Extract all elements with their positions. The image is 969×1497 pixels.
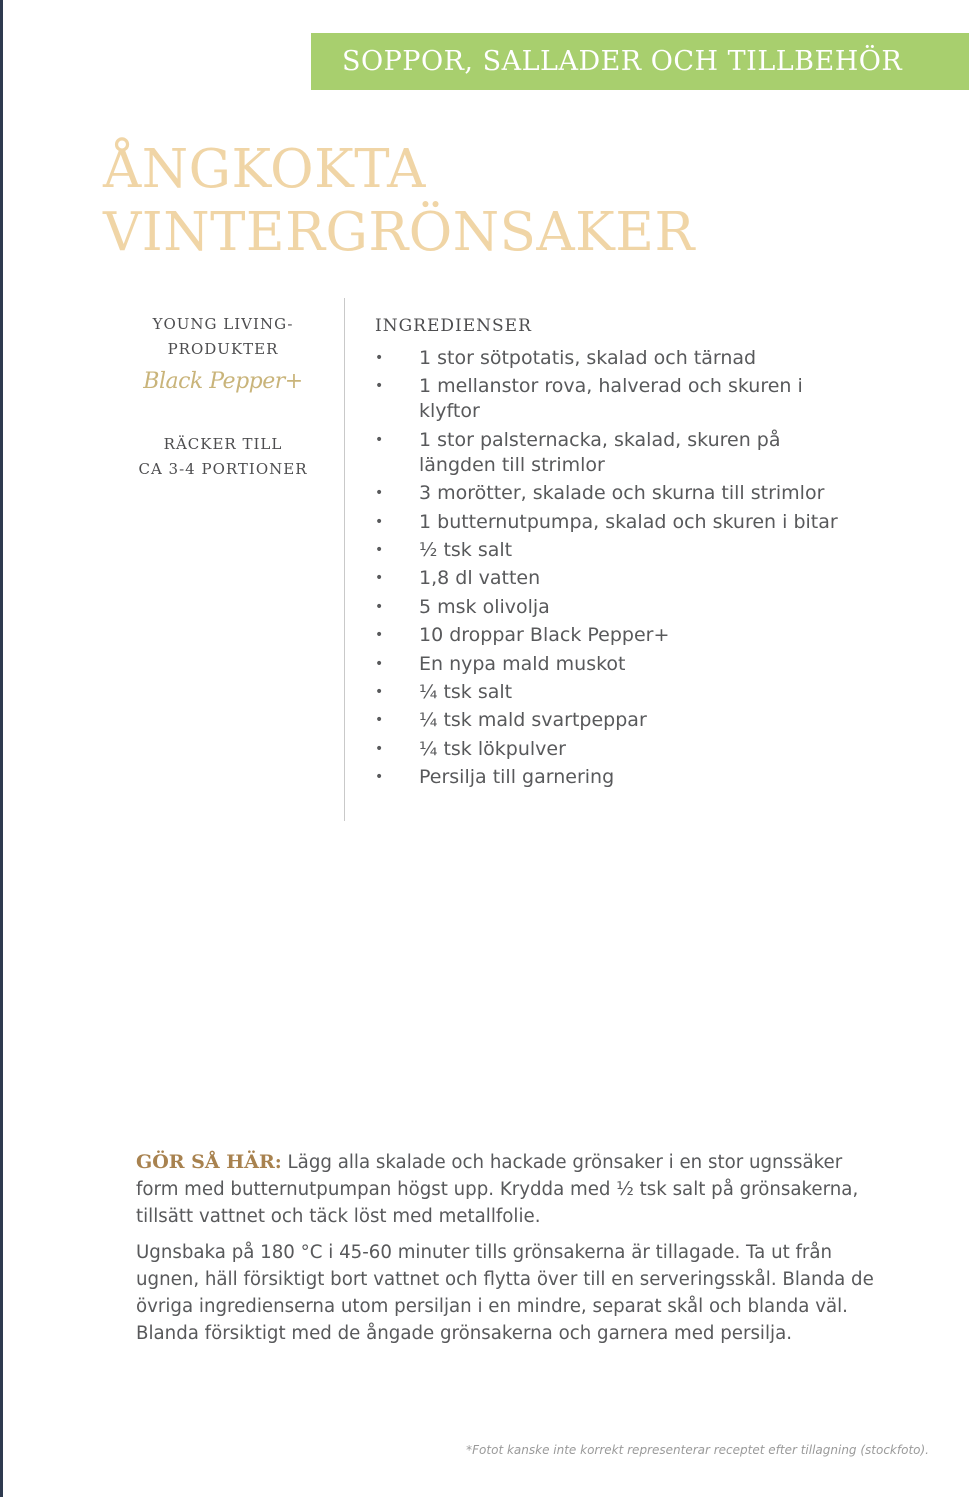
method-paragraph-2: Ugnsbaka på 180 °C i 45-60 minuter tills grönsakerna är tillagade. Ta ut från ugnen, häll försiktigt bort vattnet och flytta över till en serveringsskål. Blanda de övriga ingredienserna utom persiljan i en mindre, separat skål och blanda väl. Blanda försiktigt med de ångade grönsakerna och garnera med persilja.	[136, 1242, 874, 1344]
bullet-icon: •	[375, 485, 384, 502]
ingredient-text: 1 butternutpumpa, skalad och skuren i bitar	[419, 510, 838, 533]
bullet-icon: •	[375, 740, 384, 757]
servings-line2: CA 3-4 PORTIONER	[138, 460, 308, 478]
ingredient-item	[375, 652, 855, 677]
ingredient-item	[375, 538, 855, 563]
ingredient-text: En nypa mald muskot	[419, 652, 626, 675]
bullet-icon: •	[375, 350, 384, 366]
ingredient-text: 1 mellanstor rova, halverad och skuren i klyftor	[419, 375, 803, 423]
photo-footnote: *Fotot kanske inte korrekt representerar receptet efter tillagning (stockfoto).	[466, 1443, 929, 1457]
method-paragraph-1-text: Lägg alla skalade och hackade grönsaker i en stor ugnssäker form med butternutpumpan högst upp. Krydda med ½ tsk salt på grönsakerna, tillsätt vattnet och täck löst med metallfolie.	[136, 1152, 859, 1227]
ingredients-list	[375, 346, 855, 793]
bullet-icon: •	[375, 541, 384, 558]
page-left-edge	[0, 0, 3, 1497]
bullet-icon: •	[375, 655, 384, 672]
ingredient-item	[375, 680, 855, 705]
ingredient-item	[375, 765, 855, 790]
bullet-icon: •	[375, 712, 384, 729]
bullet-icon: •	[375, 378, 384, 395]
recipe-title	[103, 138, 695, 264]
products-heading-line2: PRODUKTER	[167, 340, 279, 358]
product-name: Black Pepper+	[143, 369, 303, 394]
method-section	[136, 1149, 876, 1356]
ingredient-text: ½ tsk salt	[419, 538, 513, 561]
ingredient-item	[375, 623, 855, 648]
ingredient-item	[375, 595, 855, 620]
ingredient-text: 1 stor sötpotatis, skalad och tärnad	[419, 347, 757, 369]
products-heading	[110, 312, 336, 362]
ingredient-text: 3 morötter, skalade och skurna till strimlor	[419, 482, 825, 505]
ingredient-item	[375, 428, 855, 478]
bullet-icon: •	[375, 769, 384, 786]
bullet-icon: •	[375, 683, 384, 700]
ingredients-heading: INGREDIENSER	[375, 316, 532, 336]
bullet-icon: •	[375, 570, 384, 587]
category-banner: SOPPOR, SALLADER OCH TILLBEHÖR	[311, 33, 969, 90]
bullet-icon: •	[375, 598, 384, 615]
recipe-sidebar	[110, 312, 336, 482]
ingredient-text: Persilja till garnering	[419, 766, 615, 789]
ingredient-item	[375, 566, 855, 591]
bullet-icon: •	[375, 513, 384, 530]
ingredient-item	[375, 374, 855, 424]
recipe-title-line2: VINTERGRÖNSAKER	[103, 202, 695, 263]
ingredient-item	[375, 708, 855, 733]
ingredient-text: ¼ tsk lökpulver	[419, 737, 566, 760]
method-paragraph-1	[136, 1149, 876, 1230]
method-label: GÖR SÅ HÄR:	[136, 1151, 282, 1173]
servings-line1: RÄCKER TILL	[163, 435, 283, 453]
ingredient-text: ¼ tsk mald svartpeppar	[419, 709, 647, 732]
ingredient-item	[375, 481, 855, 506]
ingredient-text: 5 msk olivolja	[419, 595, 550, 618]
ingredient-item	[375, 346, 855, 371]
bullet-icon: •	[375, 431, 384, 448]
ingredient-text: ¼ tsk salt	[419, 680, 513, 703]
recipe-title-line1: ÅNGKOKTA	[103, 139, 426, 200]
servings-info	[110, 432, 336, 482]
ingredient-text: 10 droppar Black Pepper+	[419, 624, 670, 647]
bullet-icon: •	[375, 627, 384, 644]
ingredient-text: 1 stor palsternacka, skalad, skuren på längden till strimlor	[419, 428, 781, 476]
ingredient-item	[375, 510, 855, 535]
ingredient-text: 1,8 dl vatten	[419, 567, 541, 590]
column-divider	[344, 298, 345, 821]
products-heading-line1: YOUNG LIVING-	[152, 315, 294, 333]
ingredient-item	[375, 737, 855, 762]
